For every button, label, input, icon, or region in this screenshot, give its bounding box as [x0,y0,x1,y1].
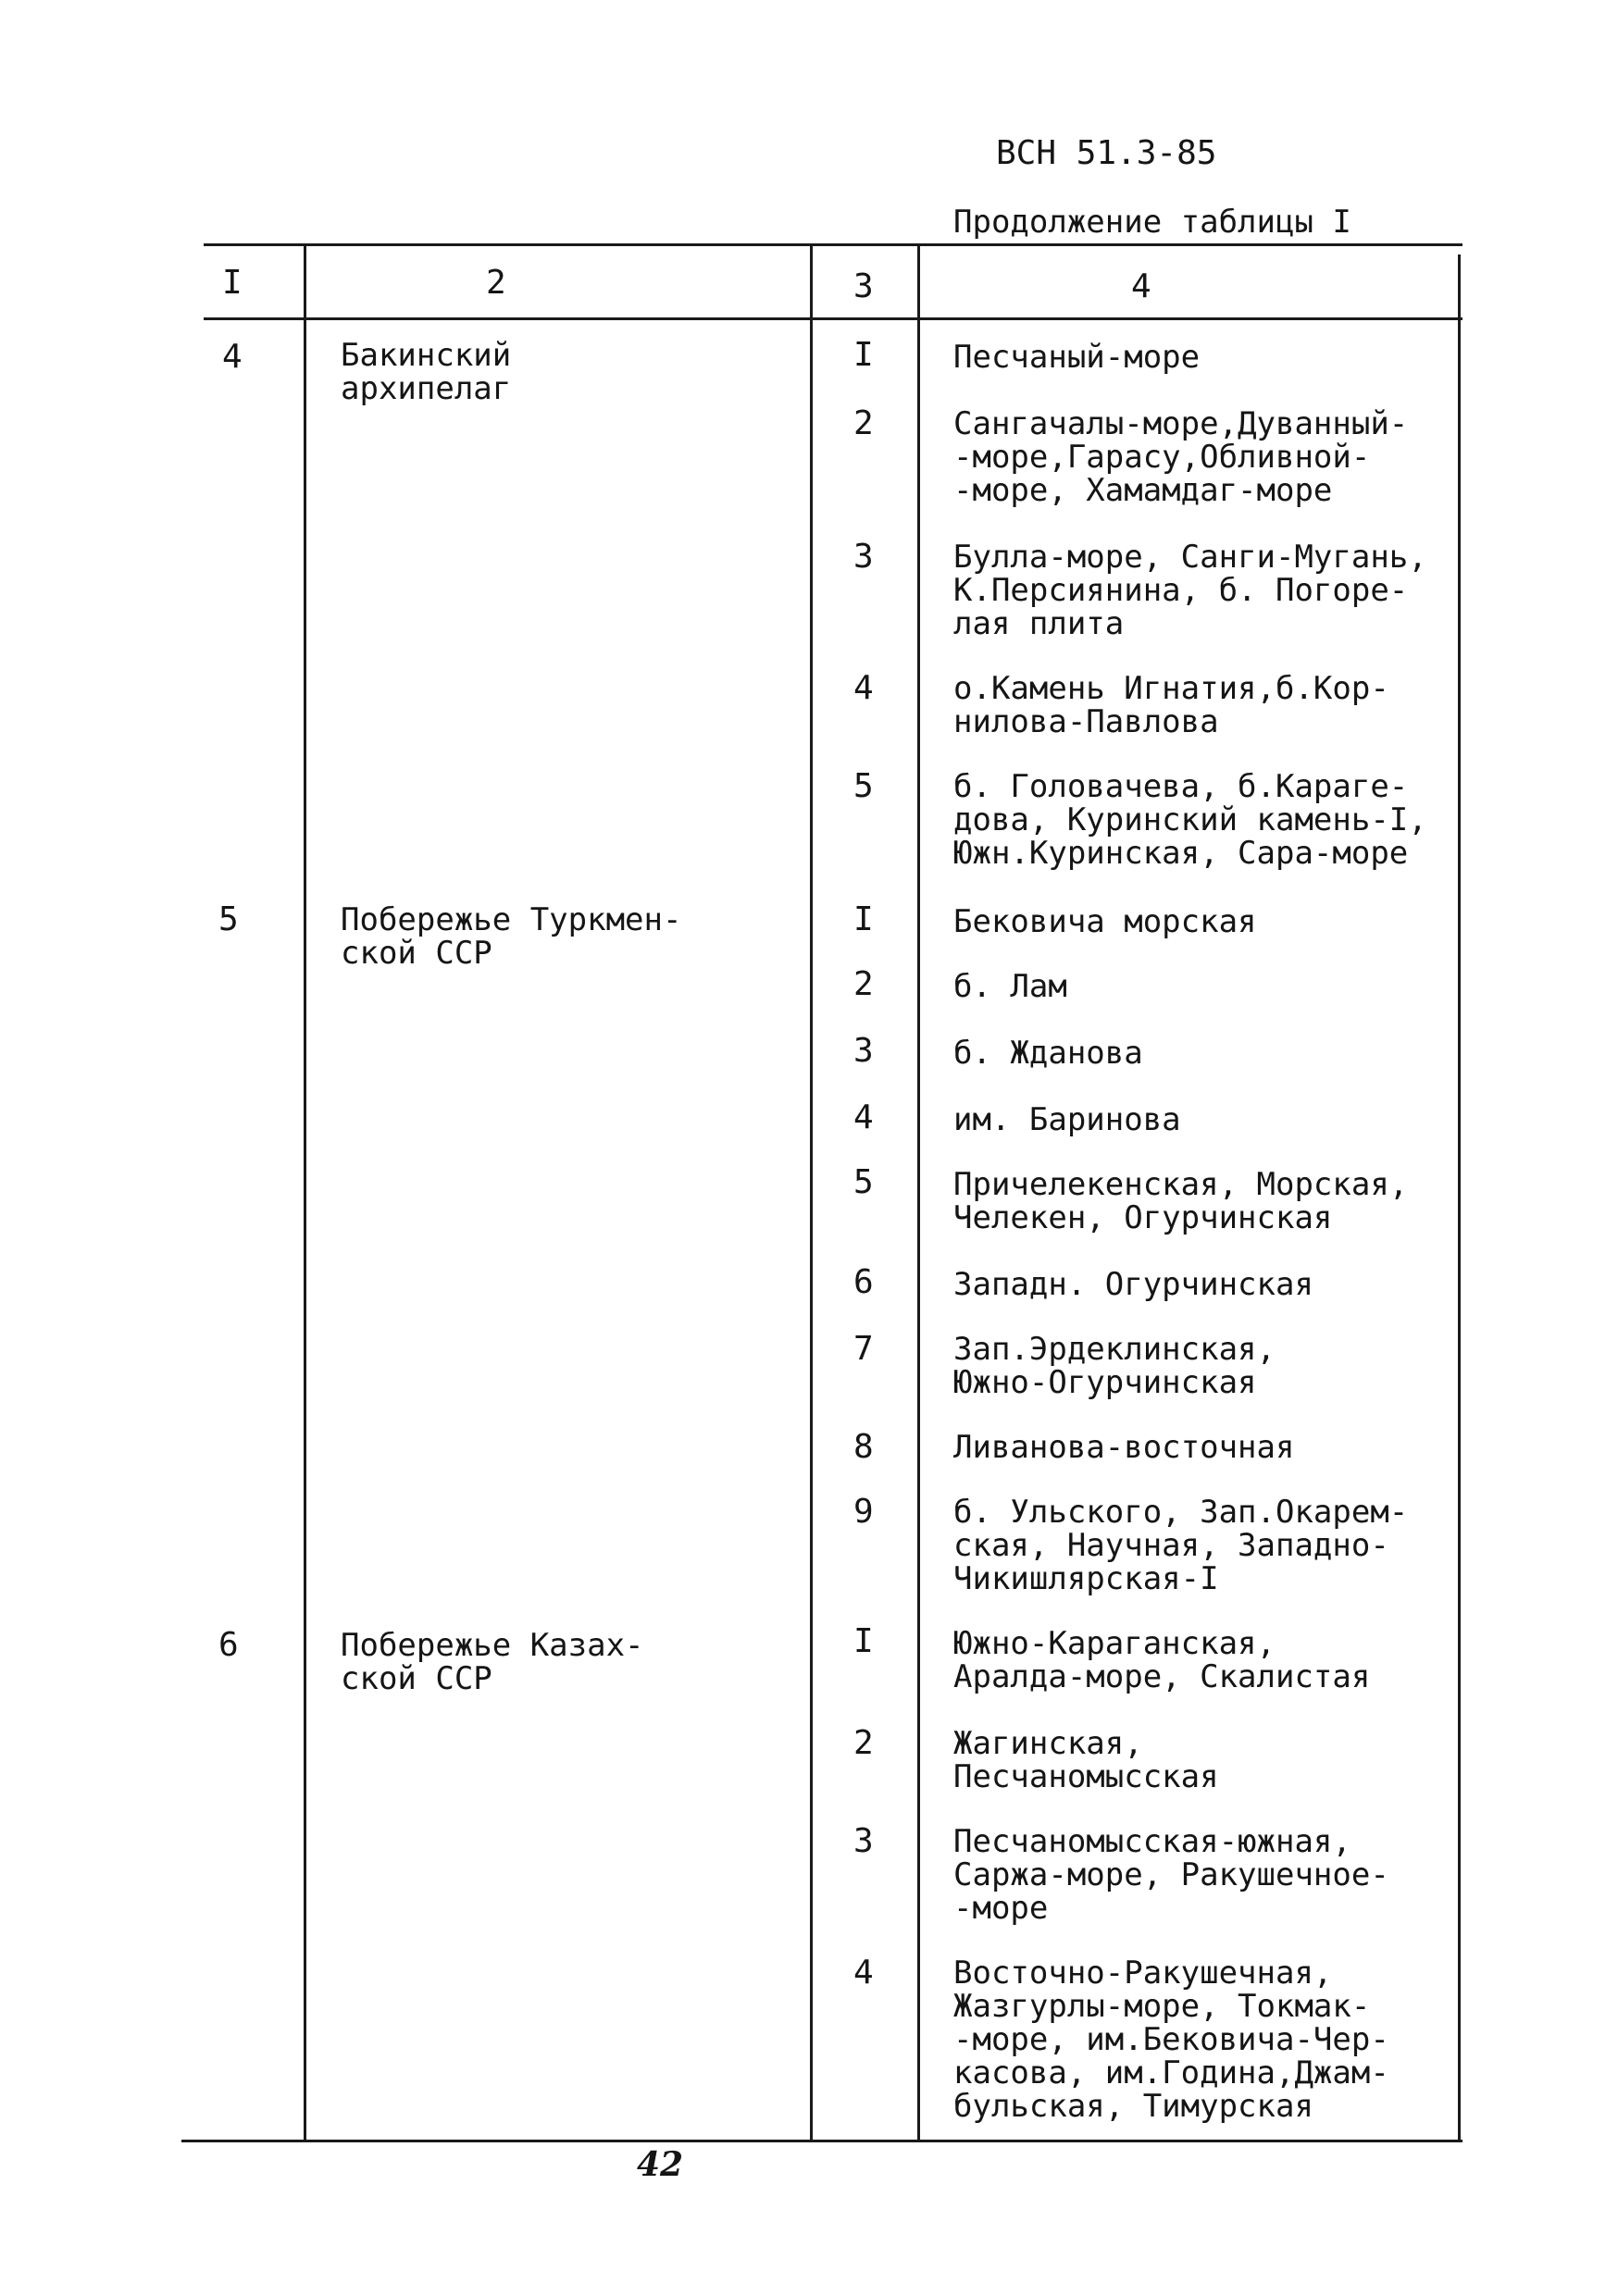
row-text: Причелекенская, Морская, Челекен, Огурчинская [953,1166,1409,1236]
column-header-2: 2 [486,264,506,302]
row-text: о.Камень Игнатия,б.Кор- нилова-Павлова [953,670,1389,740]
group-name: Бакинский архипелаг [341,337,512,407]
row-text: б. Лам [953,968,1067,1005]
column-header-1: I [222,264,243,302]
row-text: Южно-Караганская, Аралда-море, Скалистая [953,1625,1371,1695]
group-name: Побережье Казах- ской ССР [341,1627,644,1697]
row-text: Сангачалы-море,Дуванный- -море,Гарасу,Обливной- -море, Хамамдаг-море [953,405,1409,509]
row-number: 5 [853,767,874,805]
column-divider-3 [917,243,920,2141]
document-code: ВСН 51.3-85 [996,134,1217,172]
row-text: б. Жданова [953,1035,1143,1072]
row-text: б. Ульского, Зап.Окарем- ская, Научная, Западно- Чикишлярская-I [953,1494,1409,1597]
row-text: Зап.Эрдеклинская, Южно-Огурчинская [953,1331,1276,1401]
group-name: Побережье Туркмен- ской ССР [341,901,682,972]
group-number: 5 [218,900,239,938]
page-number: 42 [637,2145,684,2184]
row-text: Булла-море, Санги-Мугань, К.Персиянина, б. Погоре- лая плита [953,539,1427,642]
row-number: 7 [853,1330,874,1368]
row-text: Жагинская, Песчаномысская [953,1725,1219,1795]
row-text: Восточно-Ракушечная, Жазгурлы-море, Токмак- -море, им.Бековича-Чер- касова, им.Година,Джам- бульская, Тимурская [953,1955,1389,2125]
column-header-4: 4 [1131,267,1151,305]
row-number: I [853,336,874,374]
group-number: 4 [222,338,243,376]
group-number: 6 [218,1626,239,1664]
column-divider-2 [810,243,813,2141]
table-bottom-rule [181,2140,1462,2142]
table-caption: Продолжение таблицы I [953,204,1351,241]
row-number: I [853,900,874,938]
row-number: 2 [853,965,874,1003]
row-number: 4 [853,1954,874,1992]
column-divider-4 [1458,254,1461,2141]
row-text: Бековича морская [953,903,1257,940]
table-top-rule [204,243,1462,246]
row-text: Западн. Огурчинская [953,1266,1313,1303]
row-number: 3 [853,1822,874,1860]
column-divider-1 [304,243,306,2141]
row-number: 8 [853,1428,874,1466]
row-number: 3 [853,1032,874,1070]
row-text: б. Головачева, б.Караге- дова, Куринский камень-I, Южн.Куринская, Сара-море [953,768,1427,872]
row-number: 2 [853,1724,874,1762]
row-number: 4 [853,1098,874,1136]
row-number: 5 [853,1163,874,1201]
row-number: 4 [853,669,874,707]
row-number: 6 [853,1263,874,1301]
row-number: 2 [853,404,874,442]
row-number: I [853,1622,874,1660]
column-header-3: 3 [853,267,874,305]
row-text: им. Баринова [953,1101,1181,1138]
row-number: 3 [853,538,874,576]
row-number: 9 [853,1493,874,1531]
row-text: Песчаный-море [953,339,1201,376]
row-text: Песчаномысская-южная, Саржа-море, Ракушечное- -море [953,1823,1389,1927]
row-text: Ливанова-восточная [953,1429,1295,1466]
table-header-rule [204,317,1462,320]
